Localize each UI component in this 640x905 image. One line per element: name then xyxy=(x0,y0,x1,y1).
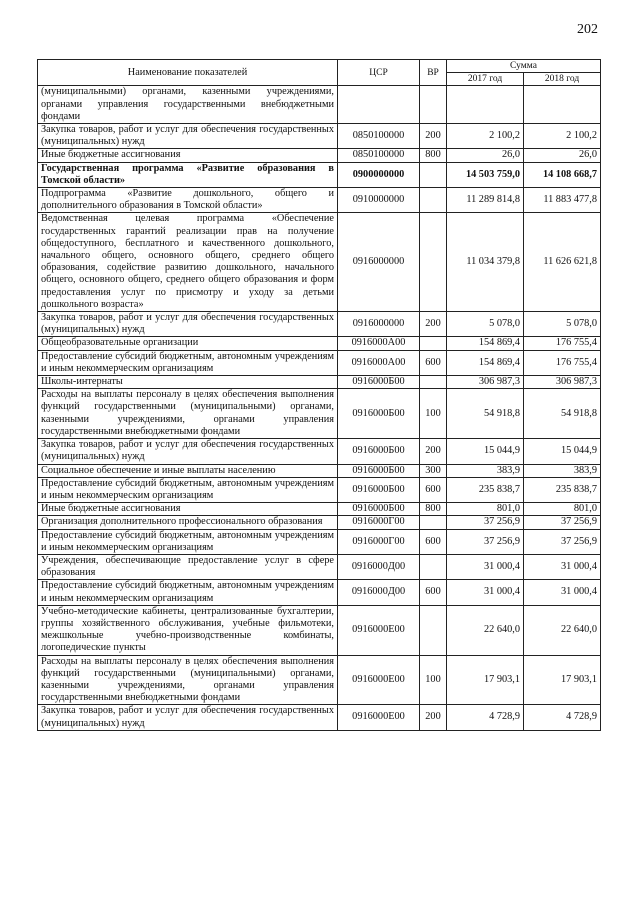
row-value-2017: 17 903,1 xyxy=(447,655,524,705)
table-row xyxy=(38,389,601,439)
row-value-2018: 11 883 477,8 xyxy=(524,188,601,213)
page-number: 202 xyxy=(577,22,598,37)
row-vr xyxy=(420,554,447,579)
row-name: Закупка товаров, работ и услуг для обеспечения государственных (муниципальных) нужд xyxy=(38,705,338,730)
row-value-2017: 37 256,9 xyxy=(447,516,524,529)
table-row xyxy=(38,337,601,350)
table-row xyxy=(38,705,601,730)
row-value-2018: 235 838,7 xyxy=(524,477,601,502)
row-name: Общеобразовательные организации xyxy=(38,337,338,350)
row-value-2017: 54 918,8 xyxy=(447,389,524,439)
row-name: Учебно-методические кабинеты, централизованные бухгалтерии, группы хозяйственного обслуживания, учебные фильмотеки, межшкольные учебно-производственные комбинаты, логопедические пункты xyxy=(38,605,338,655)
row-name: Иные бюджетные ассигнования xyxy=(38,503,338,516)
row-csr: 0916000000 xyxy=(338,213,420,312)
row-value-2018: 176 755,4 xyxy=(524,337,601,350)
row-csr: 0900000000 xyxy=(338,162,420,187)
row-value-2018: 14 108 668,7 xyxy=(524,162,601,187)
row-name: Подпрограмма «Развитие дошкольного, общего и дополнительного образования в Томской области» xyxy=(38,188,338,213)
row-value-2017: 154 869,4 xyxy=(447,350,524,375)
row-vr xyxy=(420,605,447,655)
row-csr: 0916000А00 xyxy=(338,350,420,375)
table-row xyxy=(38,516,601,529)
table-row xyxy=(38,464,601,477)
row-value-2017: 26,0 xyxy=(447,149,524,162)
row-csr: 0916000Г00 xyxy=(338,529,420,554)
row-csr: 0916000Б00 xyxy=(338,439,420,464)
row-value-2018: 31 000,4 xyxy=(524,554,601,579)
row-csr: 0916000Б00 xyxy=(338,464,420,477)
row-value-2018 xyxy=(524,86,601,124)
row-vr xyxy=(420,188,447,213)
row-csr: 0850100000 xyxy=(338,124,420,149)
table-row xyxy=(38,350,601,375)
row-value-2017: 31 000,4 xyxy=(447,580,524,605)
row-vr: 300 xyxy=(420,464,447,477)
table-body xyxy=(38,86,601,730)
row-csr: 0910000000 xyxy=(338,188,420,213)
row-vr: 600 xyxy=(420,580,447,605)
header-vr: ВР xyxy=(420,60,447,86)
row-csr: 0916000Д00 xyxy=(338,554,420,579)
row-value-2018: 2 100,2 xyxy=(524,124,601,149)
row-value-2017: 235 838,7 xyxy=(447,477,524,502)
row-vr: 800 xyxy=(420,149,447,162)
budget-table xyxy=(37,59,601,731)
row-value-2018: 37 256,9 xyxy=(524,516,601,529)
table-row xyxy=(38,605,601,655)
row-name: Социальное обеспечение и иные выплаты населению xyxy=(38,464,338,477)
row-value-2017: 306 987,3 xyxy=(447,376,524,389)
table-row xyxy=(38,376,601,389)
row-csr xyxy=(338,86,420,124)
header-sum: Сумма xyxy=(447,60,601,73)
table-row xyxy=(38,188,601,213)
row-vr: 200 xyxy=(420,312,447,337)
row-value-2018: 801,0 xyxy=(524,503,601,516)
row-vr: 600 xyxy=(420,477,447,502)
row-name: (муниципальными) органами, казенными учреждениями, органами управления государственными внебюджетными фондами xyxy=(38,86,338,124)
row-vr xyxy=(420,162,447,187)
table-row xyxy=(38,124,601,149)
row-value-2017: 383,9 xyxy=(447,464,524,477)
row-csr: 0916000Е00 xyxy=(338,655,420,705)
row-value-2017: 14 503 759,0 xyxy=(447,162,524,187)
row-name: Предоставление субсидий бюджетным, автономным учреждениям и иным некоммерческим организациям xyxy=(38,350,338,375)
row-value-2018: 54 918,8 xyxy=(524,389,601,439)
row-name: Расходы на выплаты персоналу в целях обеспечения выполнения функций государственными (муниципальными) органами, казенными учреждениями, органами управления государственными внебюджетными фондами xyxy=(38,389,338,439)
row-vr: 200 xyxy=(420,439,447,464)
table-row xyxy=(38,149,601,162)
header-csr: ЦСР xyxy=(338,60,420,86)
row-name: Предоставление субсидий бюджетным, автономным учреждениям и иным некоммерческим организациям xyxy=(38,529,338,554)
row-vr: 200 xyxy=(420,124,447,149)
row-value-2018: 176 755,4 xyxy=(524,350,601,375)
row-csr: 0916000000 xyxy=(338,312,420,337)
table-row xyxy=(38,655,601,705)
row-value-2017: 31 000,4 xyxy=(447,554,524,579)
row-value-2017: 154 869,4 xyxy=(447,337,524,350)
header-year-2017: 2017 год xyxy=(447,73,524,86)
table-row xyxy=(38,477,601,502)
row-value-2017: 2 100,2 xyxy=(447,124,524,149)
row-name: Закупка товаров, работ и услуг для обеспечения государственных (муниципальных) нужд xyxy=(38,439,338,464)
row-value-2017 xyxy=(447,86,524,124)
table-row xyxy=(38,580,601,605)
row-vr: 100 xyxy=(420,389,447,439)
row-value-2018: 22 640,0 xyxy=(524,605,601,655)
row-name: Закупка товаров, работ и услуг для обеспечения государственных (муниципальных) нужд xyxy=(38,124,338,149)
table-row xyxy=(38,503,601,516)
row-csr: 0850100000 xyxy=(338,149,420,162)
row-value-2017: 4 728,9 xyxy=(447,705,524,730)
row-name: Государственная программа «Развитие образования в Томской области» xyxy=(38,162,338,187)
row-name: Учреждения, обеспечивающие предоставление услуг в сфере образования xyxy=(38,554,338,579)
row-value-2017: 11 289 814,8 xyxy=(447,188,524,213)
row-vr xyxy=(420,376,447,389)
row-vr: 600 xyxy=(420,350,447,375)
row-name: Иные бюджетные ассигнования xyxy=(38,149,338,162)
row-csr: 0916000Д00 xyxy=(338,580,420,605)
table-row xyxy=(38,86,601,124)
table-row xyxy=(38,529,601,554)
row-value-2017: 22 640,0 xyxy=(447,605,524,655)
row-value-2017: 37 256,9 xyxy=(447,529,524,554)
row-vr xyxy=(420,516,447,529)
row-name: Школы-интернаты xyxy=(38,376,338,389)
row-name: Ведомственная целевая программа «Обеспечение государственных гарантий реализации прав на получение общедоступного, бесплатного и качественного дошкольного, начального общего, основного общего, среднего общего образования, содействие развитию дошкольного, начального общего, основного общего, среднего общего образования и форм предоставления услуг по присмотру и уходу за детьми дошкольного возраста» xyxy=(38,213,338,312)
header-year-2018: 2018 год xyxy=(524,73,601,86)
row-value-2017: 5 078,0 xyxy=(447,312,524,337)
row-csr: 0916000Г00 xyxy=(338,516,420,529)
row-value-2018: 31 000,4 xyxy=(524,580,601,605)
row-vr: 100 xyxy=(420,655,447,705)
row-name: Организация дополнительного профессионального образования xyxy=(38,516,338,529)
row-csr: 0916000Б00 xyxy=(338,376,420,389)
row-value-2018: 306 987,3 xyxy=(524,376,601,389)
row-vr: 600 xyxy=(420,529,447,554)
row-csr: 0916000Е00 xyxy=(338,605,420,655)
table-header-row xyxy=(38,60,601,73)
row-vr xyxy=(420,213,447,312)
row-value-2018: 17 903,1 xyxy=(524,655,601,705)
row-vr xyxy=(420,86,447,124)
table-row xyxy=(38,213,601,312)
row-vr: 200 xyxy=(420,705,447,730)
row-csr: 0916000Е00 xyxy=(338,705,420,730)
header-name: Наименование показателей xyxy=(38,60,338,86)
row-csr: 0916000А00 xyxy=(338,337,420,350)
row-vr: 800 xyxy=(420,503,447,516)
row-name: Предоставление субсидий бюджетным, автономным учреждениям и иным некоммерческим организациям xyxy=(38,477,338,502)
row-csr: 0916000Б00 xyxy=(338,503,420,516)
row-name: Закупка товаров, работ и услуг для обеспечения государственных (муниципальных) нужд xyxy=(38,312,338,337)
row-csr: 0916000Б00 xyxy=(338,389,420,439)
row-value-2018: 4 728,9 xyxy=(524,705,601,730)
row-value-2018: 383,9 xyxy=(524,464,601,477)
row-value-2018: 5 078,0 xyxy=(524,312,601,337)
row-value-2018: 11 626 621,8 xyxy=(524,213,601,312)
row-value-2018: 15 044,9 xyxy=(524,439,601,464)
table-row xyxy=(38,554,601,579)
row-csr: 0916000Б00 xyxy=(338,477,420,502)
table-row xyxy=(38,162,601,187)
row-value-2018: 26,0 xyxy=(524,149,601,162)
row-name: Расходы на выплаты персоналу в целях обеспечения выполнения функций государственными (муниципальными) органами, казенными учреждениями, органами управления государственными внебюджетными фондами xyxy=(38,655,338,705)
table-row xyxy=(38,312,601,337)
row-value-2017: 801,0 xyxy=(447,503,524,516)
row-value-2018: 37 256,9 xyxy=(524,529,601,554)
row-value-2017: 15 044,9 xyxy=(447,439,524,464)
table-row xyxy=(38,439,601,464)
row-vr xyxy=(420,337,447,350)
row-name: Предоставление субсидий бюджетным, автономным учреждениям и иным некоммерческим организациям xyxy=(38,580,338,605)
row-value-2017: 11 034 379,8 xyxy=(447,213,524,312)
